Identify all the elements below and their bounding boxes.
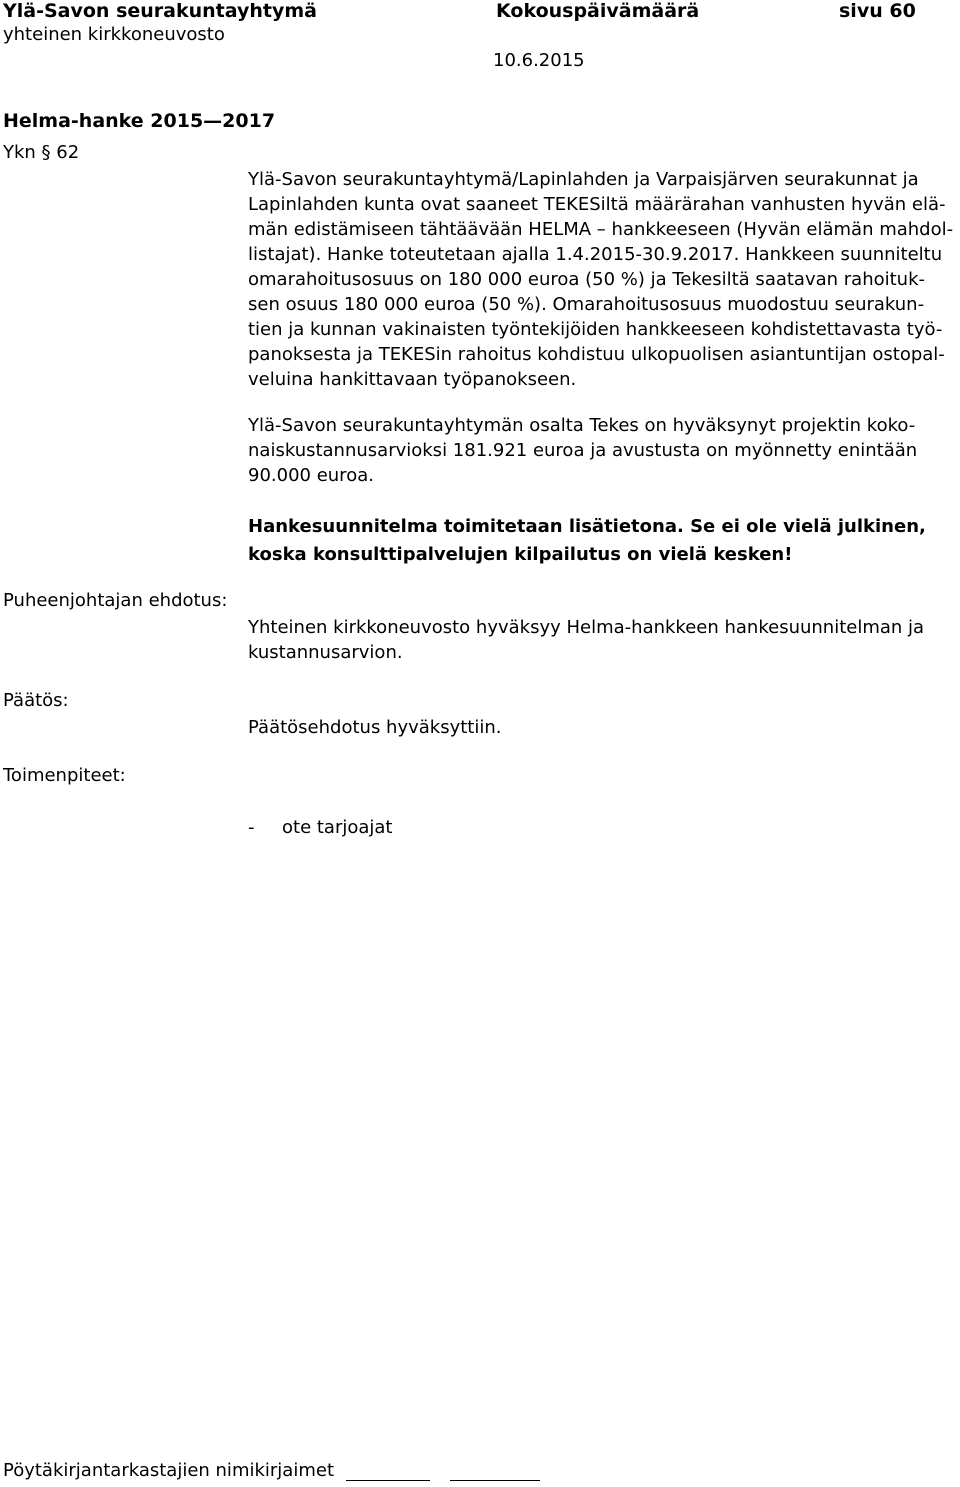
actions-label: Toimenpiteet:	[3, 765, 126, 786]
decision-text: Päätösehdotus hyväksyttiin.	[248, 717, 502, 738]
signature-blank-2	[450, 1462, 540, 1481]
body-paragraph-1: Ylä-Savon seurakuntayhtymä/Lapinlahden ja Varpaisjärven seurakunnat ja Lapinlahden kunta ovat saaneet TEKESiltä määrärahan vanhusten hyvän elä- män edistämiseen tähtäävään HELMA – hankkeeseen (Hyvän elämän mahdol- listajat). Hanke toteutetaan ajalla 1.4.2015-30.9.2017. Hankkeen suunniteltu omarahoitusosuus on 180 000 euroa (50 %) ja Tekesiltä saatavan rahoituk- sen osuus 180 000 euroa (50 %). Omarahoitusosuus muodostuu seurakun- tien ja kunnan vakinaisten työntekijöiden hankkeeseen kohdistettavasta työ- panoksesta ja TEKESin rahoitus kohdistuu ulkopuolisen asiantuntijan ostopal- veluina hankittavaan työpanokseen.	[248, 169, 954, 390]
list-dash: -	[248, 817, 255, 838]
governing-body-name: yhteinen kirkkoneuvosto	[3, 24, 225, 45]
actions-item-text: ote tarjoajat	[282, 817, 393, 838]
signature-label: Pöytäkirjantarkastajien nimikirjaimet	[3, 1460, 334, 1481]
body-paragraph-2: Ylä-Savon seurakuntayhtymän osalta Tekes on hyväksynyt projektin koko- naiskustannusarvioksi 181.921 euroa ja avustusta on myönnetty enintään 90.000 euroa.	[248, 415, 918, 486]
proposal-label: Puheenjohtajan ehdotus:	[3, 590, 228, 611]
footer-signature-line	[3, 1460, 540, 1481]
proposal-text: Yhteinen kirkkoneuvosto hyväksyy Helma-hankkeen hankesuunnitelman ja kustannusarvion.	[248, 617, 925, 663]
organization-name: Ylä-Savon seurakuntayhtymä	[3, 0, 317, 22]
body-paragraph-3-bold-notice: Hankesuunnitelma toimitetaan lisätietona. Se ei ole vielä julkinen, koska konsulttipalvelujen kilpailutus on vielä kesken!	[248, 516, 926, 565]
meeting-date: 10.6.2015	[493, 50, 585, 71]
signature-blank-1	[346, 1462, 430, 1481]
meeting-date-label: Kokouspäivämäärä	[496, 0, 700, 22]
section-title: Helma-hanke 2015—2017	[3, 110, 276, 132]
section-id: Ykn § 62	[3, 142, 80, 163]
page-number: sivu 60	[839, 0, 916, 22]
decision-label: Päätös:	[3, 690, 69, 711]
actions-list-item	[248, 790, 960, 840]
